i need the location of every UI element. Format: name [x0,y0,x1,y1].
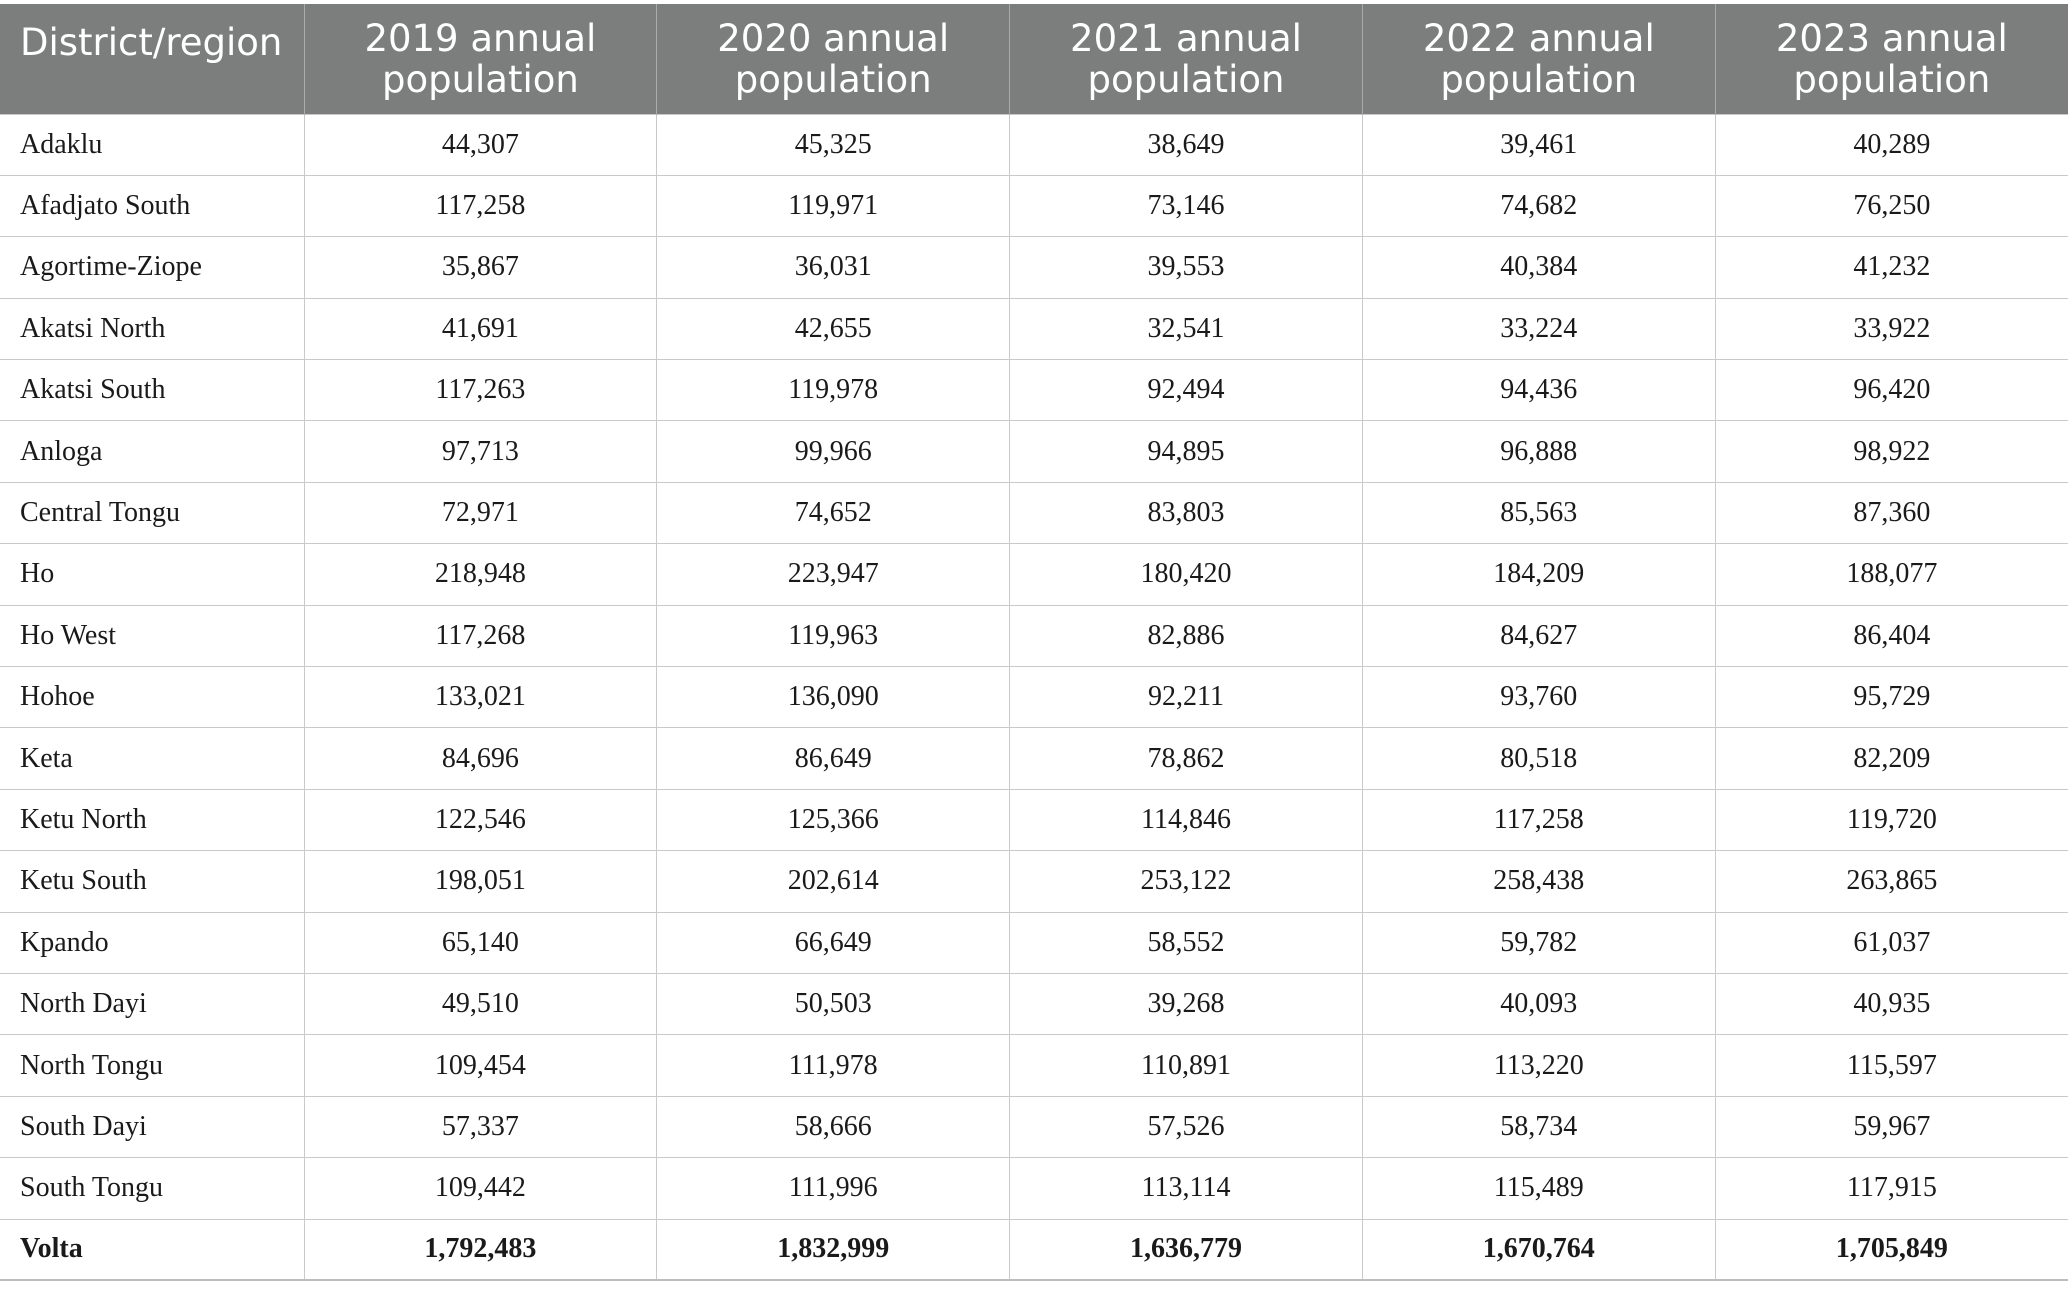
cell-district-name: Ho West [0,605,304,666]
cell-pop-2019: 122,546 [304,789,657,850]
cell-pop-2020: 136,090 [657,667,1010,728]
cell-pop-2020: 58,666 [657,1096,1010,1157]
cell-pop-2020: 86,649 [657,728,1010,789]
cell-pop-2020: 202,614 [657,851,1010,912]
cell-pop-2019: 218,948 [304,544,657,605]
cell-pop-2023: 82,209 [1715,728,2068,789]
cell-pop-2019: 109,454 [304,1035,657,1096]
table-row [0,482,2068,543]
cell-pop-2020: 125,366 [657,789,1010,850]
cell-pop-2023: 40,935 [1715,973,2068,1034]
cell-pop-2023: 98,922 [1715,421,2068,482]
cell-district-name: Ketu North [0,789,304,850]
cell-pop-2019: 117,263 [304,360,657,421]
cell-pop-2020: 111,978 [657,1035,1010,1096]
table-row [0,360,2068,421]
cell-district-name: South Tongu [0,1158,304,1219]
cell-pop-2022: 117,258 [1362,789,1715,850]
cell-pop-2019: 97,713 [304,421,657,482]
cell-district-name: Keta [0,728,304,789]
cell-pop-2020: 99,966 [657,421,1010,482]
cell-pop-2021: 253,122 [1010,851,1363,912]
table-row [0,1096,2068,1157]
cell-pop-2022: 33,224 [1362,298,1715,359]
cell-pop-2023: 76,250 [1715,175,2068,236]
table-row [0,667,2068,728]
cell-pop-2020: 1,832,999 [657,1219,1010,1280]
table-row [0,1035,2068,1096]
table-body [0,114,2068,1280]
cell-pop-2020: 45,325 [657,114,1010,175]
cell-pop-2021: 92,211 [1010,667,1363,728]
cell-pop-2020: 223,947 [657,544,1010,605]
cell-pop-2019: 49,510 [304,973,657,1034]
cell-pop-2022: 74,682 [1362,175,1715,236]
cell-district-name: Afadjato South [0,175,304,236]
cell-pop-2019: 117,258 [304,175,657,236]
cell-pop-2019: 1,792,483 [304,1219,657,1280]
cell-pop-2022: 115,489 [1362,1158,1715,1219]
table-row [0,544,2068,605]
table-row [0,298,2068,359]
cell-pop-2021: 39,553 [1010,237,1363,298]
cell-pop-2022: 93,760 [1362,667,1715,728]
table-row [0,1158,2068,1219]
cell-district-name: Kpando [0,912,304,973]
header-2023-population: 2023 annual population [1715,4,2068,114]
cell-pop-2023: 33,922 [1715,298,2068,359]
cell-pop-2021: 1,636,779 [1010,1219,1363,1280]
table-row [0,912,2068,973]
cell-pop-2020: 119,971 [657,175,1010,236]
cell-pop-2023: 41,232 [1715,237,2068,298]
cell-pop-2020: 74,652 [657,482,1010,543]
cell-pop-2019: 65,140 [304,912,657,973]
table-header [0,4,2068,114]
cell-pop-2022: 258,438 [1362,851,1715,912]
cell-pop-2021: 180,420 [1010,544,1363,605]
cell-pop-2022: 85,563 [1362,482,1715,543]
cell-pop-2019: 35,867 [304,237,657,298]
cell-pop-2022: 80,518 [1362,728,1715,789]
header-2022-population: 2022 annual population [1362,4,1715,114]
cell-pop-2023: 263,865 [1715,851,2068,912]
cell-pop-2021: 78,862 [1010,728,1363,789]
cell-district-name: North Dayi [0,973,304,1034]
table-row [0,237,2068,298]
total-row [0,1219,2068,1280]
cell-district-name: North Tongu [0,1035,304,1096]
cell-pop-2022: 94,436 [1362,360,1715,421]
cell-district-name: Agortime-Ziope [0,237,304,298]
cell-district-name: Akatsi South [0,360,304,421]
cell-pop-2022: 39,461 [1362,114,1715,175]
cell-pop-2020: 66,649 [657,912,1010,973]
cell-pop-2021: 38,649 [1010,114,1363,175]
cell-pop-2023: 87,360 [1715,482,2068,543]
cell-pop-2021: 73,146 [1010,175,1363,236]
cell-pop-2022: 40,384 [1362,237,1715,298]
cell-pop-2022: 1,670,764 [1362,1219,1715,1280]
table-row [0,851,2068,912]
cell-pop-2021: 114,846 [1010,789,1363,850]
cell-pop-2019: 41,691 [304,298,657,359]
table-row [0,421,2068,482]
table-row [0,728,2068,789]
cell-pop-2020: 42,655 [657,298,1010,359]
cell-pop-2021: 39,268 [1010,973,1363,1034]
header-row [0,4,2068,114]
table-row [0,605,2068,666]
header-2019-population: 2019 annual population [304,4,657,114]
cell-pop-2023: 117,915 [1715,1158,2068,1219]
cell-pop-2023: 96,420 [1715,360,2068,421]
cell-pop-2023: 119,720 [1715,789,2068,850]
cell-pop-2023: 86,404 [1715,605,2068,666]
header-district-region: District/region [0,4,304,114]
cell-pop-2023: 1,705,849 [1715,1219,2068,1280]
cell-pop-2021: 57,526 [1010,1096,1363,1157]
cell-pop-2020: 119,963 [657,605,1010,666]
cell-pop-2021: 92,494 [1010,360,1363,421]
cell-district-name: South Dayi [0,1096,304,1157]
cell-pop-2020: 111,996 [657,1158,1010,1219]
table-row [0,789,2068,850]
cell-pop-2020: 119,978 [657,360,1010,421]
cell-pop-2019: 57,337 [304,1096,657,1157]
cell-pop-2019: 117,268 [304,605,657,666]
cell-pop-2021: 82,886 [1010,605,1363,666]
cell-pop-2022: 184,209 [1362,544,1715,605]
cell-district-name: Adaklu [0,114,304,175]
cell-pop-2019: 109,442 [304,1158,657,1219]
cell-pop-2020: 36,031 [657,237,1010,298]
header-2020-population: 2020 annual population [657,4,1010,114]
cell-pop-2019: 44,307 [304,114,657,175]
cell-pop-2022: 84,627 [1362,605,1715,666]
cell-pop-2020: 50,503 [657,973,1010,1034]
cell-pop-2023: 115,597 [1715,1035,2068,1096]
cell-district-name: Central Tongu [0,482,304,543]
cell-district-name: Ketu South [0,851,304,912]
header-2021-population: 2021 annual population [1010,4,1363,114]
table-row [0,175,2068,236]
table-row [0,114,2068,175]
cell-district-name: Anloga [0,421,304,482]
cell-pop-2019: 72,971 [304,482,657,543]
cell-pop-2021: 32,541 [1010,298,1363,359]
cell-pop-2022: 58,734 [1362,1096,1715,1157]
cell-pop-2023: 61,037 [1715,912,2068,973]
cell-pop-2021: 94,895 [1010,421,1363,482]
cell-pop-2022: 113,220 [1362,1035,1715,1096]
cell-pop-2021: 110,891 [1010,1035,1363,1096]
cell-pop-2019: 133,021 [304,667,657,728]
cell-district-name: Ho [0,544,304,605]
table-row [0,973,2068,1034]
cell-pop-2019: 198,051 [304,851,657,912]
cell-district-name: Volta [0,1219,304,1280]
cell-pop-2021: 58,552 [1010,912,1363,973]
cell-pop-2019: 84,696 [304,728,657,789]
cell-pop-2021: 113,114 [1010,1158,1363,1219]
cell-pop-2023: 95,729 [1715,667,2068,728]
cell-district-name: Hohoe [0,667,304,728]
cell-pop-2023: 59,967 [1715,1096,2068,1157]
cell-pop-2023: 188,077 [1715,544,2068,605]
cell-pop-2022: 40,093 [1362,973,1715,1034]
cell-pop-2022: 59,782 [1362,912,1715,973]
cell-pop-2021: 83,803 [1010,482,1363,543]
cell-pop-2023: 40,289 [1715,114,2068,175]
population-table-container [0,4,2068,1281]
population-table [0,4,2068,1281]
cell-pop-2022: 96,888 [1362,421,1715,482]
cell-district-name: Akatsi North [0,298,304,359]
